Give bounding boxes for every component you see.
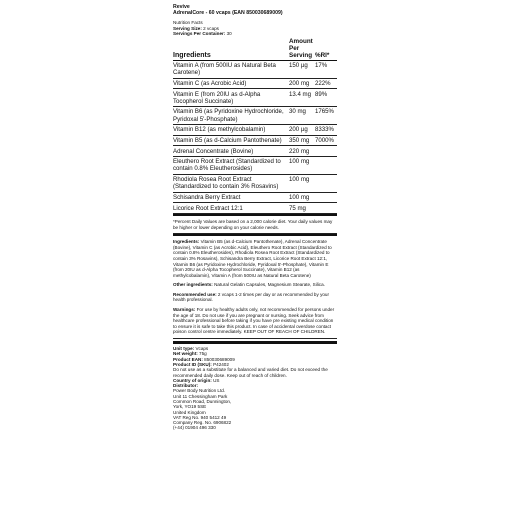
table-row (173, 124, 337, 135)
distributor-line: VAT Reg No. 940 5412 49 (173, 414, 227, 420)
ingredients-section (173, 236, 337, 339)
table-row (173, 60, 337, 78)
nutrient-amount: 100 mg (287, 192, 315, 203)
nutrient-name: Licorice Root Extract 12:1 (173, 203, 287, 214)
nutrient-amount: 150 µg (287, 60, 315, 78)
nutrient-ri (315, 157, 337, 175)
unit-type-label: Unit type: (173, 346, 195, 352)
ingredients-text: Vitamin B5 (as d-Calcium Pantothenate), Adrenal Concentrate (Bovine), Vitamin C (as Acrobic Acid), Eleuthero Root Extract (Standardized to contain 0.8% Eleutherosides), Rhodiola Rosea Root Extract (Standardized to contain 3% Rosavins), Schisandra Berry Extract, Licorice Root Extract 12:1, Vitamin B6 (as Pyridoxine Hydrochloride, Pyridoxal 5'-Phosphate), Vitamin E (from 20IU as d-Alpha Tocopherol Succinate), Vitamin B12 (as methylcobalamin), Vitamin A (from 500IU as Natural Beta Carotene) (173, 239, 332, 278)
nutrient-name: Schisandra Berry Extract (173, 192, 287, 203)
nutrient-name: Vitamin E (from 20IU as d-Alpha Tocopherol Succinate) (173, 89, 287, 107)
servings-per-container-label: Servings Per Container: (173, 31, 226, 37)
net-weight-label: Net weight: (173, 351, 198, 357)
nutrient-amount: 30 mg (287, 107, 315, 125)
other-ingredients-text: Natural Gelatin Capsules, Magnesium Stearate, Silica. (212, 282, 325, 288)
nutrient-ri: 89% (315, 89, 337, 107)
net-weight-value: 75g (197, 351, 207, 357)
nutrient-amount: 200 µg (287, 124, 315, 135)
nutrient-amount: 13.4 mg (287, 89, 315, 107)
nutrient-ri: 222% (315, 78, 337, 89)
nutrient-ri: 1765% (315, 107, 337, 125)
nutrient-name: Vitamin C (as Acrobic Acid) (173, 78, 287, 89)
nutrient-name: Vitamin B5 (as d-Calcium Pantothenate) (173, 135, 287, 146)
serving-size-value: 2 vcaps (203, 25, 219, 31)
nutrient-amount: 200 mg (287, 78, 315, 89)
nutrient-name: Vitamin B6 (as Pyridoxine Hydrochloride, Pyridoxal 5'-Phosphate) (173, 107, 287, 125)
distributor-line: Company Reg. No. 6906822 (173, 420, 232, 426)
distributor-line: Common Road, Dunnington, (173, 399, 232, 404)
distributor-line: Power Body Nutrition Ltd. (173, 388, 226, 394)
nutrient-name: Vitamin B12 (as methylcobalamin) (173, 124, 287, 135)
recommended-use-paragraph (173, 292, 337, 303)
distributor-line: Unit 11 Chessingham Park (173, 393, 228, 399)
nutrient-amount: 350 mg (287, 135, 315, 146)
warnings-paragraph (173, 307, 337, 335)
label-header (173, 4, 337, 16)
column-header-amount: Amount Per Serving (287, 37, 315, 61)
supplement-label (173, 4, 337, 504)
origin-value: US (211, 377, 220, 383)
nutrient-name: Eleuthero Root Extract (Standardized to contain 0.8% Eleutherosides) (173, 157, 287, 175)
distributor-line: United Kingdom (173, 409, 206, 415)
nutrient-amount: 220 mg (287, 146, 315, 157)
table-row (173, 203, 337, 214)
nutrition-facts-title: Nutrition Facts (173, 20, 203, 26)
nutrient-ri (315, 203, 337, 214)
ean-value: 850030689009 (202, 356, 235, 362)
nutrient-ri: 7000% (315, 135, 337, 146)
distributor-line: York, YO19 5SE (173, 404, 207, 410)
recommended-use-label: Recommended use: (173, 291, 217, 297)
origin-label: Country of origin: (173, 377, 212, 383)
nutrient-ri: 8333% (315, 124, 337, 135)
distributor-line: (+44) 01904 496 330 (173, 425, 216, 431)
table-row (173, 89, 337, 107)
recommended-use-text: 2 vcaps 1-2 times per day or as recommended by your health professional. (173, 291, 329, 303)
table-row (173, 135, 337, 146)
nutrient-name: Adrenal Concentrate (Bovine) (173, 146, 287, 157)
servings-per-container-value: 30 (226, 31, 232, 37)
column-header-ingredients: Ingredients (173, 37, 287, 61)
other-ingredients-label: Other ingredients: (173, 282, 213, 288)
table-row (173, 174, 337, 192)
brand-name: Revive (173, 4, 190, 10)
nutrition-facts-table (173, 37, 337, 214)
nutrient-amount: 100 mg (287, 157, 315, 175)
table-row (173, 107, 337, 125)
table-header-row (173, 37, 337, 61)
distributor-label: Distributor: (173, 383, 199, 389)
footnote-text: *Percent Daily Values are based on a 2,000 calorie diet. Your daily values may be higher or lower depending on your calorie needs. (173, 218, 333, 230)
warnings-text: For use by healthy adults only, not recommended for persons under the age of 18. Do not use if you are pregnant or nursing. Seek advice from healthcare professional before taking if you have pre existing medical condition to ensure it is safe to take this product. In case of accidental overdose contact poison control centre immediately. KEEP OUT OF REACH OF CHILDREN. (173, 307, 335, 335)
table-row (173, 157, 337, 175)
product-id-label: Product ID (SKU): (173, 361, 212, 367)
product-name: AdrenalCore - 60 vcaps (EAN 850030689009) (173, 10, 283, 17)
warnings-label: Warnings: (173, 307, 196, 313)
ingredients-paragraph (173, 239, 337, 278)
nutrient-ri (315, 146, 337, 157)
nutrient-ri: 17% (315, 60, 337, 78)
nutrient-ri (315, 192, 337, 203)
table-row (173, 192, 337, 203)
ean-label: Product EAN: (173, 356, 203, 362)
product-info-section (173, 344, 337, 431)
nutrient-amount: 75 mg (287, 203, 315, 214)
nutrient-name: Vitamin A (from 500IU as Natural Beta Carotene) (173, 60, 287, 78)
nutrient-ri (315, 174, 337, 192)
other-ingredients-paragraph (173, 282, 337, 288)
ingredients-label: Ingredients: (173, 239, 200, 245)
column-header-ri: %RI* (315, 37, 337, 61)
daily-value-footnote (173, 216, 337, 234)
product-id-value: P42402 (211, 361, 229, 367)
disclaimer: Do not use as a substitute for a balanced and varied diet. Do not exceed the recommended daily dose. Keep out of reach of children. (173, 367, 328, 378)
serving-size-label: Serving Size: (173, 25, 202, 31)
table-row (173, 146, 337, 157)
unit-type-value: Vcaps (194, 346, 209, 352)
nutrient-name: Rhodiola Rosea Root Extract (Standardized to contain 3% Rosavins) (173, 174, 287, 192)
nutrient-amount: 100 mg (287, 174, 315, 192)
table-row (173, 78, 337, 89)
